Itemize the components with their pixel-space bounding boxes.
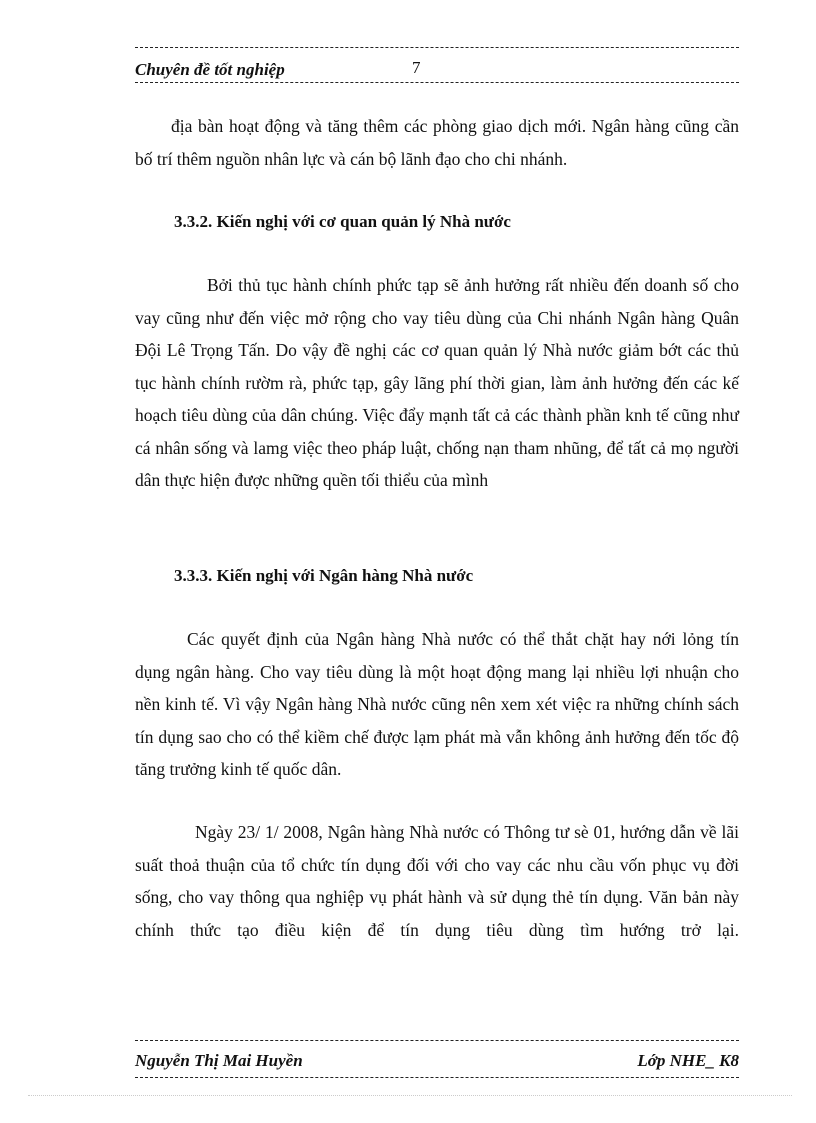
header-top-rule xyxy=(135,47,739,48)
paragraph-332-text: Bởi thủ tục hành chính phức tạp sẽ ảnh hưởng rất nhiều đến doanh số cho vay cũng như đến việc mở rộng cho vay tiêu dùng của Chi nhánh Ngân hàng Quân Đội Lê Trọng Tấn. Do vậy đề nghị các cơ quan quản lý Nhà nước giảm bớt các thủ tục hành chính rườm rà, phức tạp, gây lãng phí thời gian, làm ảnh hưởng đến các kế hoạch tiêu dùng của dân chúng. Việc đẩy mạnh tất cả các thành phần knh tế cũng như cá nhân sống và lamg việc theo pháp luật, chống nạn tham nhũng, để tất cả mọ người dân thực hiện được những quền tối thiểu của mình xyxy=(135,275,739,490)
footer-bottom-rule xyxy=(135,1077,739,1078)
page-bottom-edge xyxy=(28,1095,792,1096)
footer-top-rule xyxy=(135,1040,739,1041)
paragraph-last-text: Ngày 23/ 1/ 2008, Ngân hàng Nhà nước có Thông tư sè 01, hướng dẫn về lãi suất thoả thuận của tổ chức tín dụng đối với cho vay các nhu cầu vốn phục vụ đời sống, cho vay thông qua nghiệp vụ phát hành và sử dụng thẻ tín dụng. Văn bản này chính thức tạo điều kiện để tín dụng tiêu dùng tìm hướng trở lại. xyxy=(135,822,739,940)
paragraph-intro xyxy=(135,110,739,175)
header-title: Chuyên đề tốt nghiệp xyxy=(135,60,285,79)
paragraph-intro-text: địa bàn hoạt động và tăng thêm các phòng giao dịch mới. Ngân hàng cũng cần bố trí thêm nguồn nhân lực và cán bộ lãnh đạo cho chi nhánh. xyxy=(135,116,739,169)
footer-author: Nguyễn Thị Mai Huyền xyxy=(135,1051,303,1070)
paragraph-332 xyxy=(135,269,739,497)
paragraph-333 xyxy=(135,623,739,786)
header-bottom-rule xyxy=(135,82,739,83)
section-heading-333: 3.3.3. Kiến nghị với Ngân hàng Nhà nước xyxy=(174,566,474,585)
paragraph-333-text: Các quyết định của Ngân hàng Nhà nước có thể thắt chặt hay nới lỏng tín dụng ngân hàng. Cho vay tiêu dùng là một hoạt động mang lại nhiều lợi nhuận cho nền kinh tế. Vì vậy Ngân hàng Nhà nước cũng nên xem xét việc ra những chính sách tín dụng sao cho có thể kiềm chế được lạm phát mà vẫn không ảnh hưởng đến tốc độ tăng trưởng kinh tế quốc dân. xyxy=(135,629,739,779)
footer-class: Lớp NHE_ K8 xyxy=(637,1051,739,1070)
page-number: 7 xyxy=(412,58,421,77)
section-heading-332: 3.3.2. Kiến nghị với cơ quan quản lý Nhà nước xyxy=(174,212,511,231)
paragraph-last xyxy=(135,816,739,946)
